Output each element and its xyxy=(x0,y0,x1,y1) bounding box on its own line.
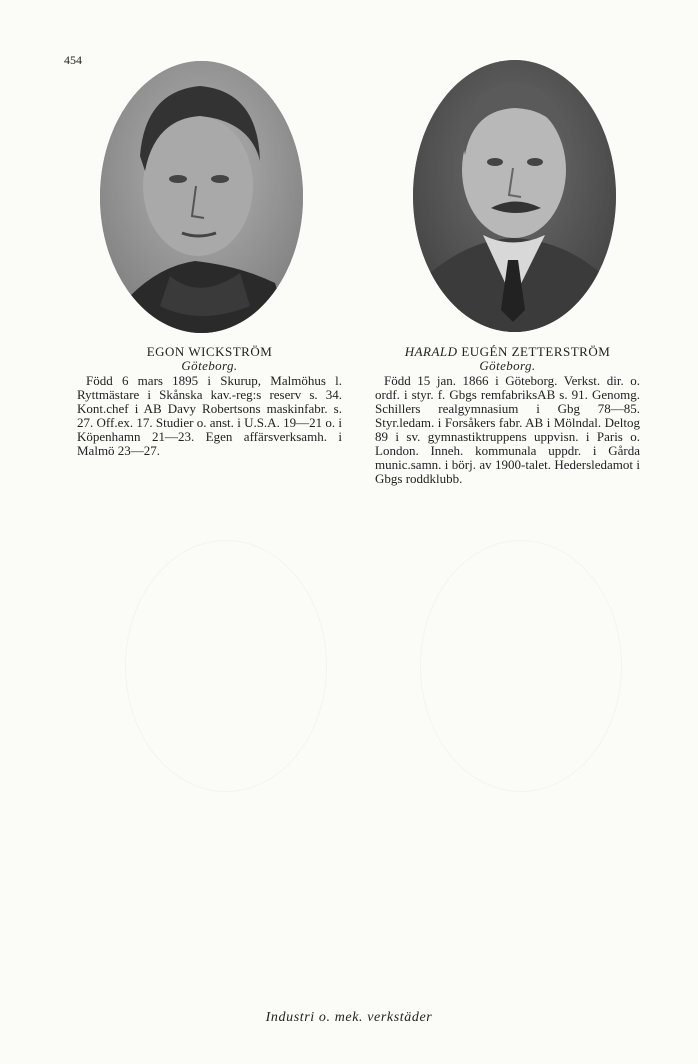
show-through-shadow xyxy=(125,540,327,792)
person-name-rest: EUGÉN ZETTERSTRÖM xyxy=(461,344,611,359)
biography-text: Född 15 jan. 1866 i Göteborg. Verkst. dir. o. ordf. i styr. f. Gbgs remfabriksAB s. 91. Genomg. Schillers realgymnasium i Gbg 78—85. Styr.ledam. i Forsåkers fabr. AB i Mölndal. Deltog 89 i sv. gymnastiktruppens uppvisn. i Paris o. London. Inneh. kommunala uppdr. i Gårda munic.samn. i börj. av 1900-talet. Hedersledamot i Gbgs roddklubb. xyxy=(375,373,640,486)
portrait-photo-egon-wickstrom xyxy=(100,61,303,333)
biography-text: Född 6 mars 1895 i Skurup, Malmöhus l. Ryttmästare i Skånska kav.-reg:s reserv s. 34. Kont.chef i AB Davy Robertsons maskinfabr. s. 27. Off.ex. 17. Studier o. anst. i U.S.A. 19—21 o. i Köpenhamn 21—23. Egen affärsverksamh. i Malmö 23—27. xyxy=(77,373,342,458)
page-number: 454 xyxy=(64,53,82,67)
running-footer: Industri o. mek. verkstäder xyxy=(265,1010,433,1025)
biography-entry-2 xyxy=(375,345,640,486)
person-name-first: HARALD xyxy=(404,344,458,359)
city: Göteborg. xyxy=(479,358,536,373)
portrait-photo-harald-zetterstrom xyxy=(413,60,616,332)
biography-entry-1 xyxy=(77,345,342,458)
city: Göteborg. xyxy=(181,358,238,373)
person-name: EGON WICKSTRÖM xyxy=(146,344,273,359)
show-through-shadow xyxy=(420,540,622,792)
person-name xyxy=(375,345,640,359)
